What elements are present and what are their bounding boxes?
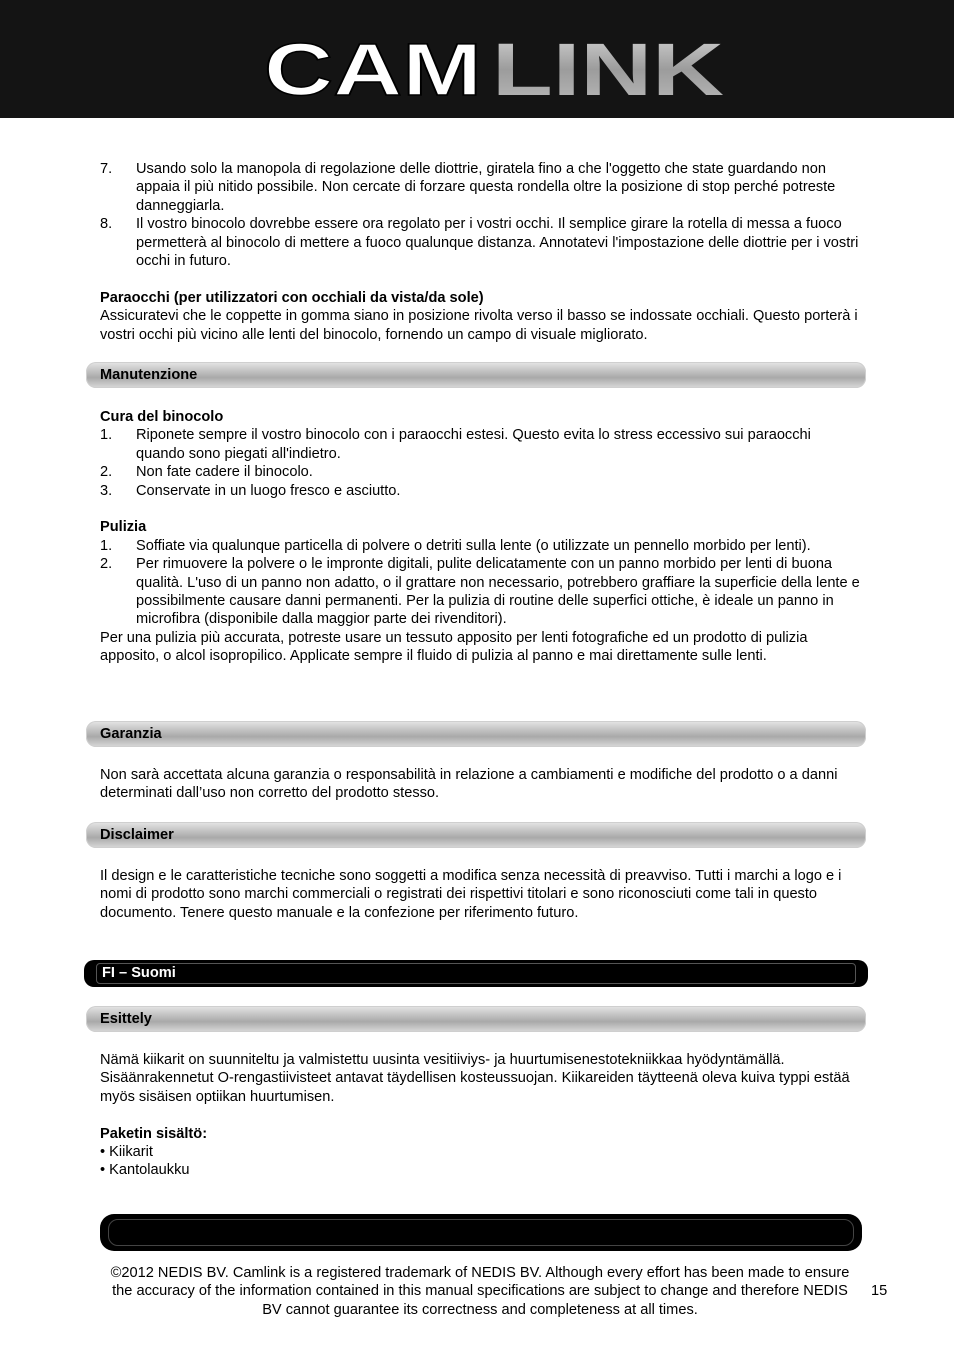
eyecups-heading: Paraocchi (per utilizzatori con occhiali da vista/da sole) bbox=[100, 289, 484, 306]
section-title: Manutenzione bbox=[100, 367, 198, 383]
item-text: Usando solo la manopola di regolazione delle diottrie, giratela fino a che l'oggetto che state guardando non appaia il più nitido possibile. Non cercate di forzare questa rondella oltre la posizione di stop perché potreste danneggiarla. bbox=[136, 161, 836, 214]
footer-bar bbox=[100, 1214, 862, 1251]
item-number: 2. bbox=[100, 556, 113, 573]
diopter-steps-list bbox=[100, 160, 860, 270]
cleaning-heading: Pulizia bbox=[100, 519, 147, 536]
care-list bbox=[100, 426, 860, 500]
page-number: 15 bbox=[871, 1283, 888, 1299]
item-number: 8. bbox=[100, 216, 113, 233]
warranty-content bbox=[100, 766, 860, 803]
section-bar-manutenzione bbox=[86, 362, 866, 388]
logo-cam-text: CAM bbox=[264, 36, 482, 100]
footer-copyright: ©2012 NEDIS BV. Camlink is a registered trademark of NEDIS BV. Although every effort has been made to ensure the accuracy of the information contained in this manual specifications are subject to change and therefore NEDIS BV cannot guarantee its correctness and completeness at all times. bbox=[110, 1265, 850, 1318]
intro-text: Nämä kiikarit on suunniteltu ja valmistettu uusinta vesitiiviys- ja huurtumisenestotekniikkaa hyödyntämällä. Sisäänrakennetut O-rengastiivisteet antavat täydellisen kosteussuojan. Kiikareiden täytteenä oleva kuiva typpi estää myös sisäisen optiikan huurtumisen. bbox=[100, 1052, 850, 1105]
item-text: Conservate in un luogo fresco e asciutto. bbox=[136, 482, 401, 499]
camlink-logo bbox=[264, 36, 728, 100]
intro-content bbox=[100, 1051, 860, 1180]
cleaning-list bbox=[100, 537, 860, 629]
maintenance-content bbox=[100, 408, 860, 666]
section-bar-disclaimer bbox=[86, 822, 866, 848]
eyecups-text: Assicuratevi che le coppette in gomma siano in posizione rivolta verso il basso se indossate occhiali. Questo porterà i vostri occhi più vicino alle lenti del binocolo, fornendo un campo di visuale migliorato. bbox=[100, 308, 858, 343]
item-number: 1. bbox=[100, 427, 113, 444]
item-number: 2. bbox=[100, 464, 113, 481]
item-text: Riponete sempre il vostro binocolo con i paraocchi estesi. Questo evita lo stress eccessivo sui paraocchi quando sono piegati all'indietro. bbox=[136, 427, 811, 462]
warranty-text: Non sarà accettata alcuna garanzia o responsabilità in relazione a cambiamenti e modifiche del prodotto o a danni determinati dall’uso non corretto del prodotto stesso. bbox=[100, 767, 838, 802]
package-heading: Paketin sisältö: bbox=[100, 1125, 208, 1142]
section-title: Esittely bbox=[100, 1011, 152, 1027]
cleaning-after-text: Per una pulizia più accurata, potreste usare un tessuto apposito per lenti fotografiche ed un prodotto di pulizia apposito, o alcol isopropilico. Applicate sempre il fluido di pulizia al panno e mai direttamente sulle lenti. bbox=[100, 629, 808, 665]
list-item bbox=[100, 463, 860, 481]
language-title: FI – Suomi bbox=[102, 965, 176, 981]
list-item bbox=[100, 215, 860, 270]
page-header bbox=[0, 0, 954, 118]
item-number: 3. bbox=[100, 482, 113, 499]
list-item bbox=[100, 555, 860, 629]
logo-link-text: LINK bbox=[492, 36, 724, 100]
section-bar-esittely bbox=[86, 1006, 866, 1032]
item-text: Il vostro binocolo dovrebbe essere ora regolato per i vostri occhi. Il semplice girare la rotella di messa a fuoco permetterà al binocolo di mettere a fuoco qualunque distanza. Annotatevi l'impostazione delle diottrie per i vostri occhi in futuro. bbox=[136, 216, 859, 270]
italian-content-top bbox=[100, 160, 860, 344]
item-number: 1. bbox=[100, 537, 113, 554]
list-item bbox=[100, 537, 860, 555]
list-item: • Kiikarit bbox=[100, 1144, 153, 1161]
care-heading: Cura del binocolo bbox=[100, 409, 224, 425]
disclaimer-text: Il design e le caratteristiche tecniche sono soggetti a modifica senza necessità di preavviso. Tutti i marchi a logo e i nomi di prodotto sono marchi commerciali o registrati dei rispettivi titolari e sono riconosciuti come tali in questo documento. Tenere questo manuale e la confezione per riferimento futuro. bbox=[100, 868, 842, 921]
disclaimer-content bbox=[100, 867, 860, 922]
section-title: Disclaimer bbox=[100, 827, 174, 843]
section-title: Garanzia bbox=[100, 726, 162, 742]
list-item: • Kantolaukku bbox=[100, 1162, 190, 1179]
section-bar-garanzia bbox=[86, 721, 866, 747]
item-text: Non fate cadere il binocolo. bbox=[136, 464, 313, 481]
list-item bbox=[100, 160, 860, 215]
language-bar-fi bbox=[84, 960, 868, 987]
item-number: 7. bbox=[100, 161, 113, 177]
list-item bbox=[100, 482, 860, 500]
item-text: Soffiate via qualunque particella di polvere o detriti sulla lente (o utilizzate un pennello morbido per lenti). bbox=[136, 537, 811, 554]
list-item bbox=[100, 426, 860, 463]
item-text: Per rimuovere la polvere o le impronte digitali, pulite delicatamente con un panno morbido per lenti di buona qualità. L'uso di un panno non adatto, o il grattare non necessario, potrebbero graffiare la superficie della lente e possibilmente causare danni permanenti. Per la pulizia di routine delle superfici ottiche, è ideale un panno in microfibra (disponibile dalla maggior parte dei rivenditori). bbox=[136, 556, 860, 628]
